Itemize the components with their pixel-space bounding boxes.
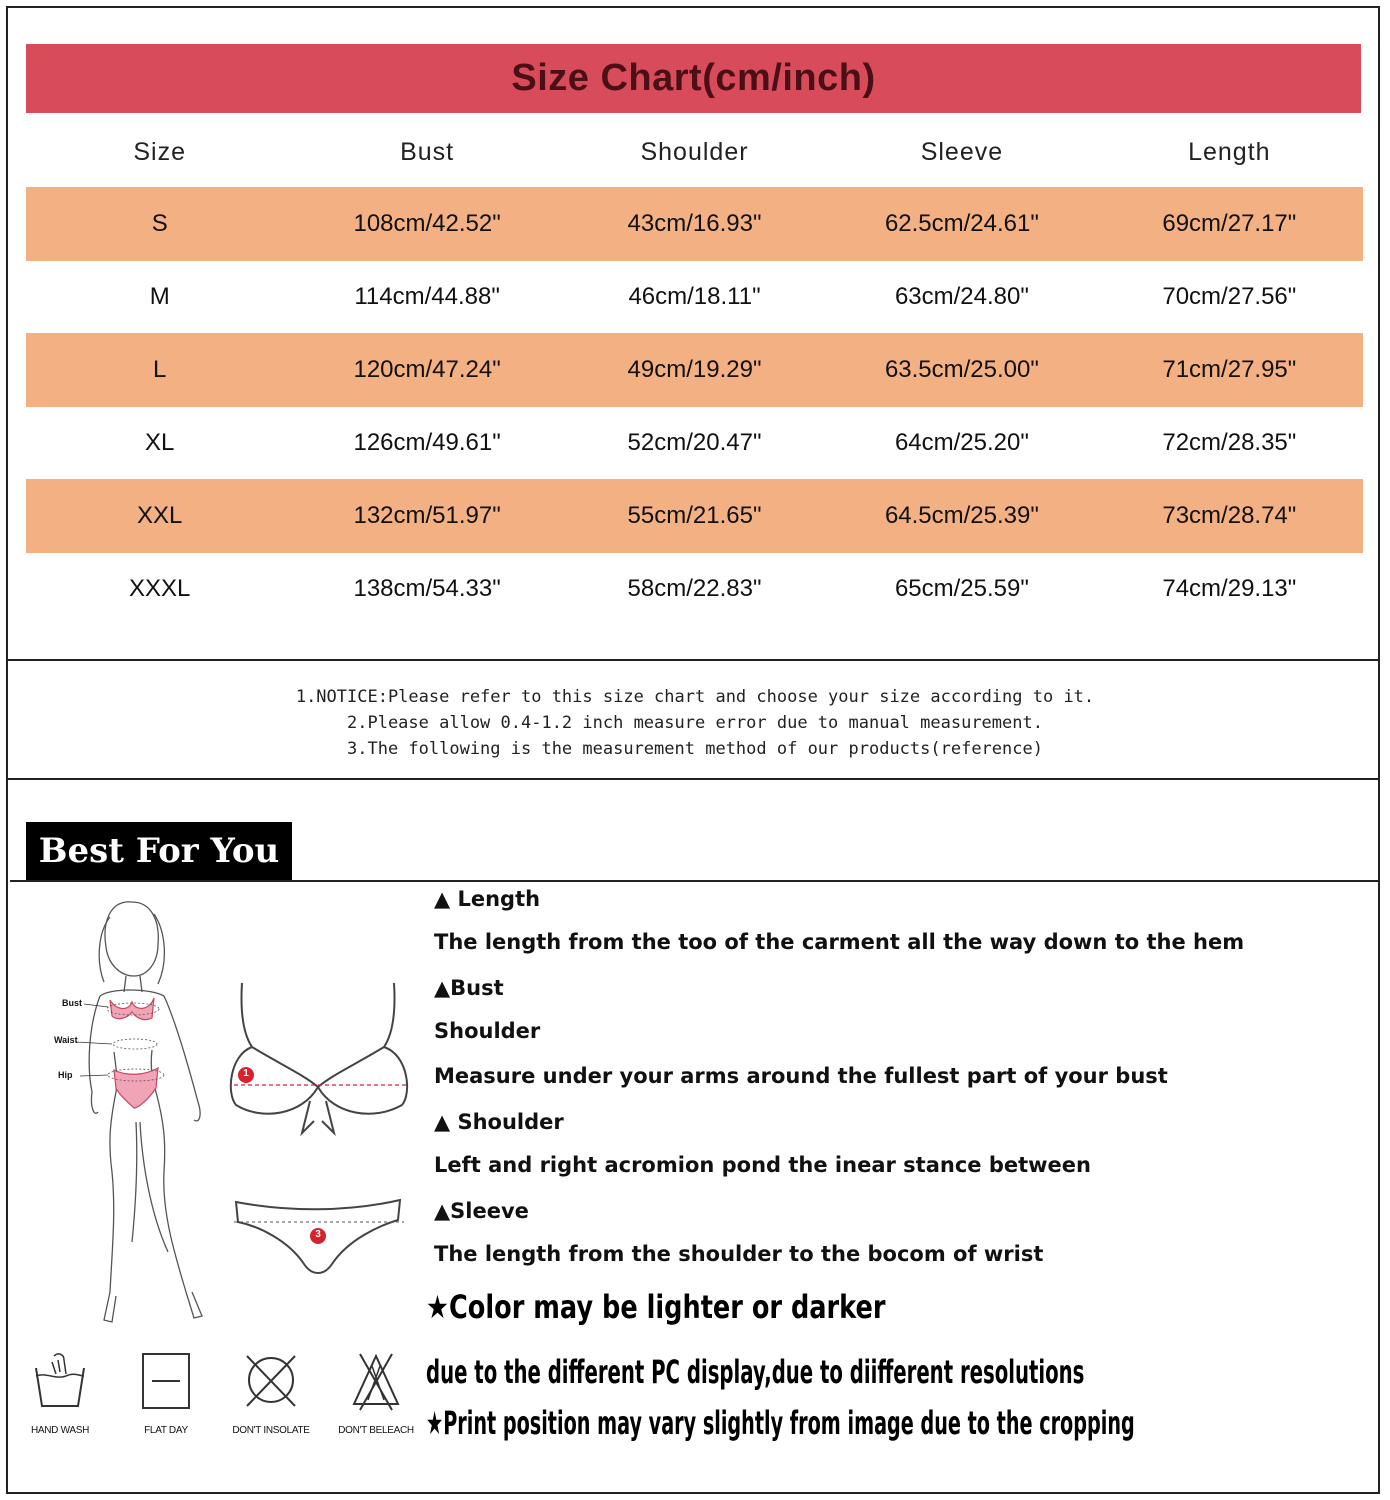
care-item-do-not-bleach <box>326 1350 426 1436</box>
care-item-hand-wash <box>10 1350 110 1436</box>
length-cell: 69cm/27.17" <box>1162 210 1297 237</box>
bust-cell: 132cm/51.97" <box>353 502 501 529</box>
print-note: ★Print position may vary slightly from image due to the cropping <box>426 1404 1135 1442</box>
table-row <box>26 552 1363 626</box>
length-heading: ▲ Length <box>434 887 541 911</box>
size-cell: L <box>153 356 167 383</box>
woman-figure-illustration <box>40 892 230 1332</box>
flat-dry-icon <box>136 1350 196 1414</box>
sleeve-cell: 64cm/25.20" <box>894 429 1029 456</box>
size-cell: XXXL <box>129 575 191 602</box>
care-item-flat-dry <box>116 1350 216 1436</box>
best-for-you-tab <box>26 822 292 880</box>
table-row <box>26 479 1363 553</box>
size-cell: M <box>149 283 170 310</box>
size-chart-title-bar <box>26 44 1361 113</box>
shoulder-cell: 49cm/19.29" <box>627 356 762 383</box>
notice-line-2: 2.Please allow 0.4-1.2 inch measure error due to manual measurement. <box>347 713 1043 733</box>
hip-marker-number: 3 <box>315 1229 321 1240</box>
hand-wash-icon <box>30 1350 90 1414</box>
column-header-sleeve: Sleeve <box>920 137 1004 166</box>
column-header-length: Length <box>1188 137 1271 166</box>
do-not-insolate-icon <box>241 1350 301 1414</box>
best-for-you-title: Best For You <box>38 831 280 871</box>
table-row <box>26 333 1363 407</box>
waist-label: Waist <box>54 1035 78 1045</box>
care-item-do-not-insolate <box>221 1350 321 1436</box>
notice-line-1: 1.NOTICE:Please refer to this size chart and choose your size according to it. <box>295 687 1095 707</box>
sleeve-cell: 63cm/24.80" <box>894 283 1029 310</box>
length-cell: 73cm/28.74" <box>1162 502 1297 529</box>
column-header-shoulder: Shoulder <box>640 137 749 166</box>
sleeve-cell: 64.5cm/25.39" <box>884 502 1039 529</box>
length-cell: 74cm/29.13" <box>1162 575 1297 602</box>
bust-description: Measure under your arms around the fullest part of your bust <box>434 1064 1168 1088</box>
do-not-bleach-icon <box>346 1350 406 1414</box>
size-cell: XL <box>145 429 175 456</box>
flat-dry-label: FLAT DAY <box>144 1425 188 1436</box>
bikini-top-diagram <box>222 975 417 1140</box>
shoulder-heading: ▲ Shoulder <box>434 1110 564 1134</box>
size-cell: XXL <box>137 502 183 529</box>
bust-heading: ▲Bust <box>434 976 504 1000</box>
sleeve-description: The length from the shoulder to the bocom of wrist <box>434 1242 1044 1266</box>
column-header-bust: Bust <box>400 137 455 166</box>
table-row <box>26 187 1363 261</box>
do-not-insolate-label: DON'T INSOLATE <box>232 1425 310 1436</box>
table-row <box>26 260 1363 334</box>
column-header-size: Size <box>133 137 187 166</box>
table-row <box>26 406 1363 480</box>
sleeve-cell: 65cm/25.59" <box>894 575 1029 602</box>
shoulder-cell: 58cm/22.83" <box>627 575 762 602</box>
length-description: The length from the too of the carment all the way down to the hem <box>434 930 1245 954</box>
divider <box>6 659 1380 661</box>
shoulder-cell: 52cm/20.47" <box>627 429 762 456</box>
shoulder-cell: 55cm/21.65" <box>627 502 762 529</box>
bust-shoulder-label: Shoulder <box>434 1019 541 1043</box>
section-underline <box>10 880 1378 882</box>
size-chart-title: Size Chart(cm/inch) <box>511 57 876 99</box>
shoulder-description: Left and right acromion pond the inear stance between <box>434 1153 1091 1177</box>
shoulder-cell: 46cm/18.11" <box>628 283 761 310</box>
bust-marker-number: 1 <box>243 1068 249 1079</box>
length-cell: 70cm/27.56" <box>1162 283 1297 310</box>
hand-wash-label: HAND WASH <box>30 1425 90 1436</box>
notice-line-3: 3.The following is the measurement method of our products(reference) <box>347 739 1043 759</box>
length-cell: 72cm/28.35" <box>1162 429 1297 456</box>
bust-label: Bust <box>62 998 82 1008</box>
bust-cell: 126cm/49.61" <box>353 429 501 456</box>
bust-cell: 120cm/47.24" <box>353 356 501 383</box>
length-cell: 71cm/27.95" <box>1162 356 1297 383</box>
do-not-bleach-label: DON'T BELEACH <box>338 1425 414 1436</box>
bust-cell: 108cm/42.52" <box>353 210 501 237</box>
sleeve-heading: ▲Sleeve <box>434 1199 529 1223</box>
sleeve-cell: 62.5cm/24.61" <box>884 210 1039 237</box>
sleeve-cell: 63.5cm/25.00" <box>884 356 1039 383</box>
divider <box>6 778 1380 780</box>
size-cell: S <box>151 210 168 237</box>
table-header <box>26 118 1363 186</box>
color-note: ★Color may be lighter or darker <box>426 1288 886 1326</box>
shoulder-cell: 43cm/16.93" <box>627 210 762 237</box>
bust-cell: 138cm/54.33" <box>353 575 501 602</box>
display-note: due to the different PC display,due to diifferent resolutions <box>426 1353 1085 1391</box>
hip-label: Hip <box>58 1070 73 1080</box>
bust-cell: 114cm/44.88" <box>354 283 500 310</box>
